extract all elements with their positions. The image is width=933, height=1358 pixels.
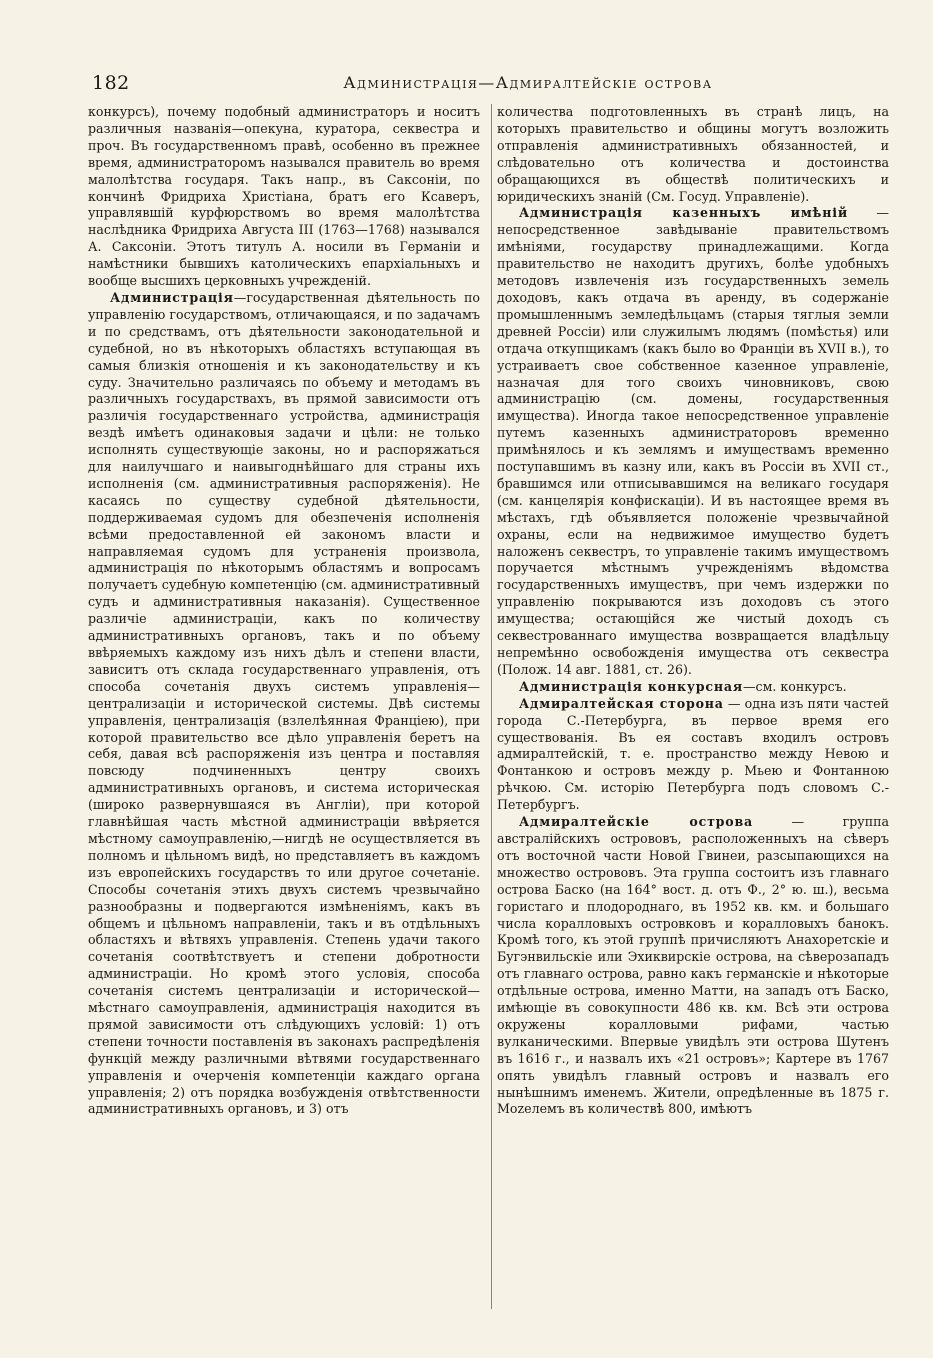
entry-text: —государственная дѣятельность по управленію государствомъ, отличающаяся, и по задачамъ и по средствамъ, отъ дѣятельности законодательной и судебной, но въ нѣкоторыхъ областяхъ вступающая въ самыя близкія отношенія и къ законодательству и къ суду. Значительно различаясь по объему и методамъ въ различныхъ государствахъ, въ прямой зависимости отъ различія государственнаго устройства, администрація вездѣ имѣетъ одинаковыя задачи и цѣли: не только исполнять существующіе законы, но и распоряжаться для наилучшаго и наивыгоднѣйшаго для страны ихъ исполненія (см. административныя распоряженія). Не касаясь по существу судебной дѣятельности, поддерживаемая судомъ для обезпеченія исполненія всѣми предоставленной ей закономъ власти и направляемая судомъ для устраненія произвола, администрація по нѣкоторымъ областямъ и вопросамъ получаетъ судебную компетенцію (см. административный судъ и административныя наказанія). Существенное различіе администраціи, какъ по количеству административныхъ органовъ, такъ и по объему ввѣряемыхъ каждому изъ нихъ дѣлъ и степени власти, зависитъ отъ склада государственнаго управленія, отъ способа сочетанія двухъ системъ управленія—централизаціи и исторической системы. Двѣ системы управленія, централизація (взлелѣянная Франціею), при которой правительство все дѣло управленія беретъ на себя, давая всѣ распоряженія изъ центра и поставляя повсюду подчиненныхъ центру своихъ административныхъ органовъ, и система историческая (широко развернувшаяся въ Англіи), при которой главнѣйшая часть мѣстной администраціи ввѣряется мѣстному самоуправленію,—нигдѣ не осуществляется въ полномъ и цѣльномъ видѣ, но представляетъ въ каждомъ изъ европейскихъ государствъ то или другое сочетаніе. Способы сочетанія этихъ двухъ системъ чрезвычайно разнообразны и подвергаются измѣненіямъ, какъ въ общемъ и цѣльномъ направленіи, такъ и въ отдѣльныхъ областяхъ и вѣтвяхъ управленія. Степень удачи такого сочетанія соотвѣтствуетъ и степени добротности администраціи. Но кромѣ этого условія, способа сочетанія системъ централизаціи и исторической—мѣстнаго самоуправленія, администрація находится въ прямой зависимости отъ слѣдующихъ условій: 1) отъ степени точности поставленія въ законахъ распредѣленія функцій между различными вѣтвями государственнаго управленія и очерченія компетенціи каждаго органа управленія; 2) отъ порядка возбужденія отвѣтственности административныхъ органовъ, и 3) отъ — [88, 289, 480, 1117]
entry-administratsiya — [88, 290, 480, 1118]
entry-admiralteyskie-ostrova — [497, 814, 889, 1118]
page-number: 182 — [92, 72, 130, 94]
paragraph — [497, 104, 889, 205]
paragraph-text: количества подготовленныхъ въ странѣ лицъ, на которыхъ правительство и общины могутъ возложить отправленія административныхъ обязанностей, и слѣдовательно отъ количества и достоинства обращающихся въ обществѣ политическихъ и юридическихъ знаній (См. Госуд. Управленіе). — [497, 104, 889, 204]
column-divider — [491, 104, 492, 1309]
entry-kazennykh-imeniy — [497, 205, 889, 678]
entry-headword: Администрація — [110, 289, 234, 305]
paragraph — [88, 104, 480, 290]
page-header — [92, 72, 884, 102]
entry-text: —см. конкурсъ. — [742, 678, 847, 694]
entry-text: — непосредственное завѣдываніе правительствомъ имѣніями, государству принадлежащими. Когда правительство не находитъ другихъ, болѣе удобныхъ методовъ извлеченія изъ государственныхъ земель доходовъ, какъ отдача въ аренду, въ содержаніе промышленнымъ земледѣльцамъ (старыя тяглыя земли древней Россіи) или служилымъ людямъ (помѣстья) или отдача откупщикамъ (какъ было во Франціи въ XVII в.), то устраиваетъ свое собственное казенное управленіе, назначая для того своихъ чиновниковъ, свою администрацію (см. домены, государственныя имущества). Иногда такое непосредственное управленіе путемъ казенныхъ администраторовъ временно примѣнялось и къ землямъ и имуществамъ временно поступавшимъ въ казну или, какъ въ Россіи въ XVII ст., бравшимся или отписывавшимся на великаго государя (см. канцелярія конфискаціи). И въ настоящее время въ мѣстахъ, гдѣ объявляется положеніе чрезвычайной охраны, если на недвижимое имущество будетъ наложенъ секвестръ, то управленіе такимъ имуществомъ поручается мѣстнымъ учрежденіямъ вѣдомства государственныхъ имуществъ, при чемъ издержки по управленію покрываются изъ доходовъ съ этого имущества; остающійся же чистый доходъ съ секвестрованнаго имущества возвращается владѣльцу непремѣнно освобожденія имущества отъ секвестра (Полож. 14 авг. 1881, ст. 26). — [497, 205, 889, 677]
left-column — [88, 104, 480, 1118]
entry-text: — группа австралійскихъ острововъ, расположенныхъ на сѣверъ отъ восточной части Новой Гвинеи, разсыпающихся на множество острововъ. Эта группа состоитъ изъ главнаго острова Баско (на 164° вост. д. отъ Ф., 2° ю. ш.), весьма гористаго и плодороднаго, въ 1952 кв. км. и большаго числа коралловыхъ островковъ и коралловыхъ банокъ. Кромѣ того, къ этой группѣ причисляютъ Анахоретскіе и Бугэнвильскіе или Эхиквирскіе острова, на сѣверозападъ отъ главнаго острова, равно какъ германскіе и нѣкоторые отдѣльные острова, именно Матти, на западъ отъ Баско, имѣющіе въ совокупности 486 кв. км. Всѣ эти острова окружены коралловыми рифами, частью вулканическими. Впервые увидѣлъ эти острова Шутенъ въ 1616 г., и назвалъ ихъ «21 островъ»; Картере въ 1767 опять увидѣлъ главный островъ и назвалъ его нынѣшнимъ именемъ. Жители, опредѣленные въ 1875 г. Моzелемъ въ количествѣ 800, имѣютъ — [497, 814, 890, 1117]
running-title: Администрація—Адмиралтейскіе острова — [343, 73, 713, 92]
entry-headword: Администрація казенныхъ имѣній — [519, 205, 848, 221]
right-column — [497, 104, 889, 1118]
entry-headword: Адмиралтейскіе острова — [519, 814, 753, 830]
entry-text: — одна изъ пяти частей города С.-Петербурга, въ первое время его существованія. Въ ея составъ входилъ островъ адмиралтейскій, т. е. пространство между Невою и Фонтанкою и островъ между р. Мьею и Фонтанною рѣчкою. См. исторію Петербурга подъ словомъ С.-Петербургъ. — [497, 695, 889, 813]
entry-admiralteyskaya-storona — [497, 696, 889, 814]
entry-headword: Адмиралтейская сторона — [519, 695, 724, 711]
paragraph-text: конкурсъ), почему подобный администраторъ и носитъ различныя названія—опекуна, куратора, секвестра и проч. Въ государственномъ правѣ, особенно въ прежнее время, администраторомъ назывался правитель во время малолѣтства государя. Такъ напр., въ Саксоніи, по кончинѣ Фридриха Христіана, братъ его Ксаверъ, управлявшій курфюрствомъ во время малолѣтства наслѣдника Фридриха Августа III (1763—1768) назывался А. Саксоніи. Этотъ титулъ А. носили въ Германіи и намѣстники бывшихъ католическихъ епархіальныхъ и вообще высшихъ церковныхъ учрежденій. — [88, 104, 480, 289]
entry-konkursnaya — [497, 679, 889, 696]
entry-headword: Администрація конкурсная — [519, 678, 743, 694]
